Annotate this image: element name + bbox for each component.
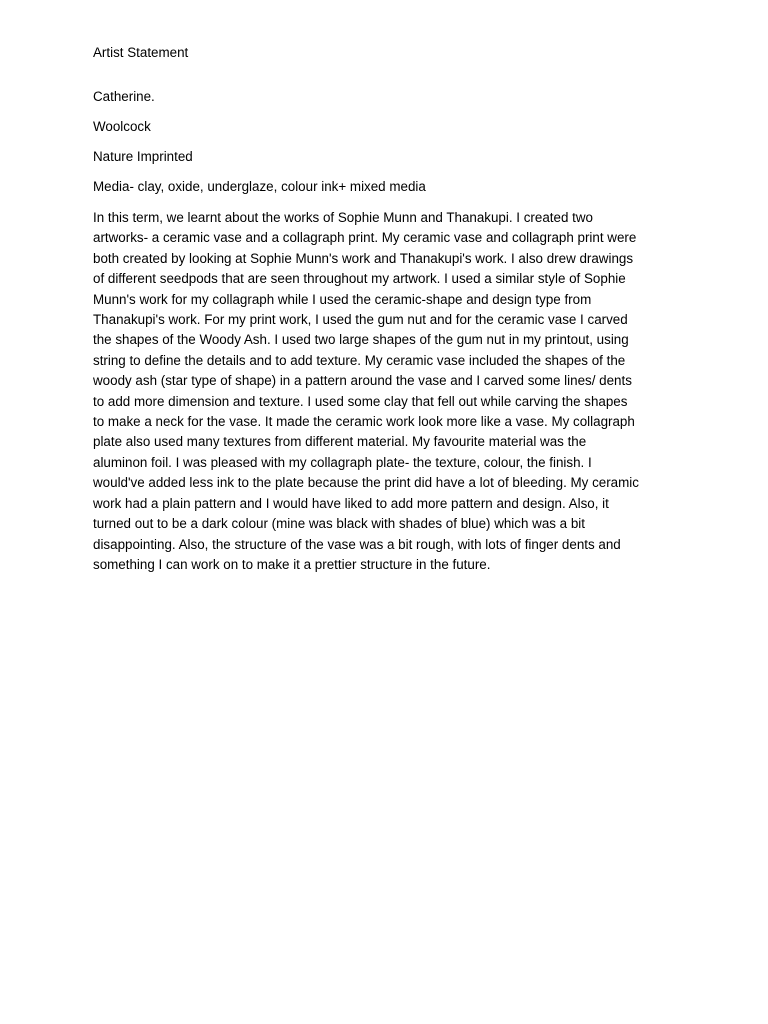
- statement-paragraph: [93, 208, 693, 575]
- statement-line: something I can work on to make it a prettier structure in the future.: [93, 556, 491, 572]
- statement-line: of different seedpods that are seen throughout my artwork. I used a similar style of Sophie: [93, 271, 626, 287]
- statement-line: work had a plain pattern and I would have liked to add more pattern and design. Also, it: [93, 495, 609, 511]
- statement-line: would've added less ink to the plate because the print did have a lot of bleeding. My ceramic: [93, 475, 639, 491]
- media-line: Media- clay, oxide, underglaze, colour ink+ mixed media: [93, 179, 426, 194]
- statement-line: to make a neck for the vase. It made the ceramic work look more like a vase. My collagraph: [93, 414, 635, 430]
- statement-line: woody ash (star type of shape) in a pattern around the vase and I carved some lines/ dents: [93, 373, 632, 389]
- document-title: Artist Statement: [93, 45, 189, 60]
- statement-line: Munn's work for my collagraph while I used the ceramic-shape and design type from: [93, 291, 592, 307]
- statement-line: both created by looking at Sophie Munn's work and Thanakupi's work. I also drew drawings: [93, 250, 634, 266]
- artwork-title: Nature Imprinted: [93, 149, 193, 164]
- statement-line: In this term, we learnt about the works of Sophie Munn and Thanakupi. I created two: [93, 210, 593, 225]
- statement-line: plate also used many textures from different material. My favourite material was the: [93, 434, 587, 450]
- statement-line: disappointing. Also, the structure of the vase was a bit rough, with lots of finger dents and: [93, 536, 621, 552]
- author-last-name: Woolcock: [93, 119, 151, 134]
- author-first-name: Catherine.: [93, 89, 155, 104]
- statement-line: Thanakupi's work. For my print work, I used the gum nut and for the ceramic vase I carved: [93, 312, 628, 328]
- statement-line: turned out to be a dark colour (mine was black with shades of blue) which was a bit: [93, 516, 585, 532]
- statement-line: the shapes of the Woody Ash. I used two large shapes of the gum nut in my printout, using: [93, 332, 629, 348]
- statement-line: artworks- a ceramic vase and a collagraph print. My ceramic vase and collagraph print were: [93, 230, 637, 246]
- statement-line: string to define the details and to add texture. My ceramic vase included the shapes of the: [93, 352, 626, 368]
- statement-line: to add more dimension and texture. I used some clay that fell out while carving the shapes: [93, 393, 628, 409]
- statement-line: aluminon foil. I was pleased with my collagraph plate- the texture, colour, the finish. I: [93, 454, 592, 470]
